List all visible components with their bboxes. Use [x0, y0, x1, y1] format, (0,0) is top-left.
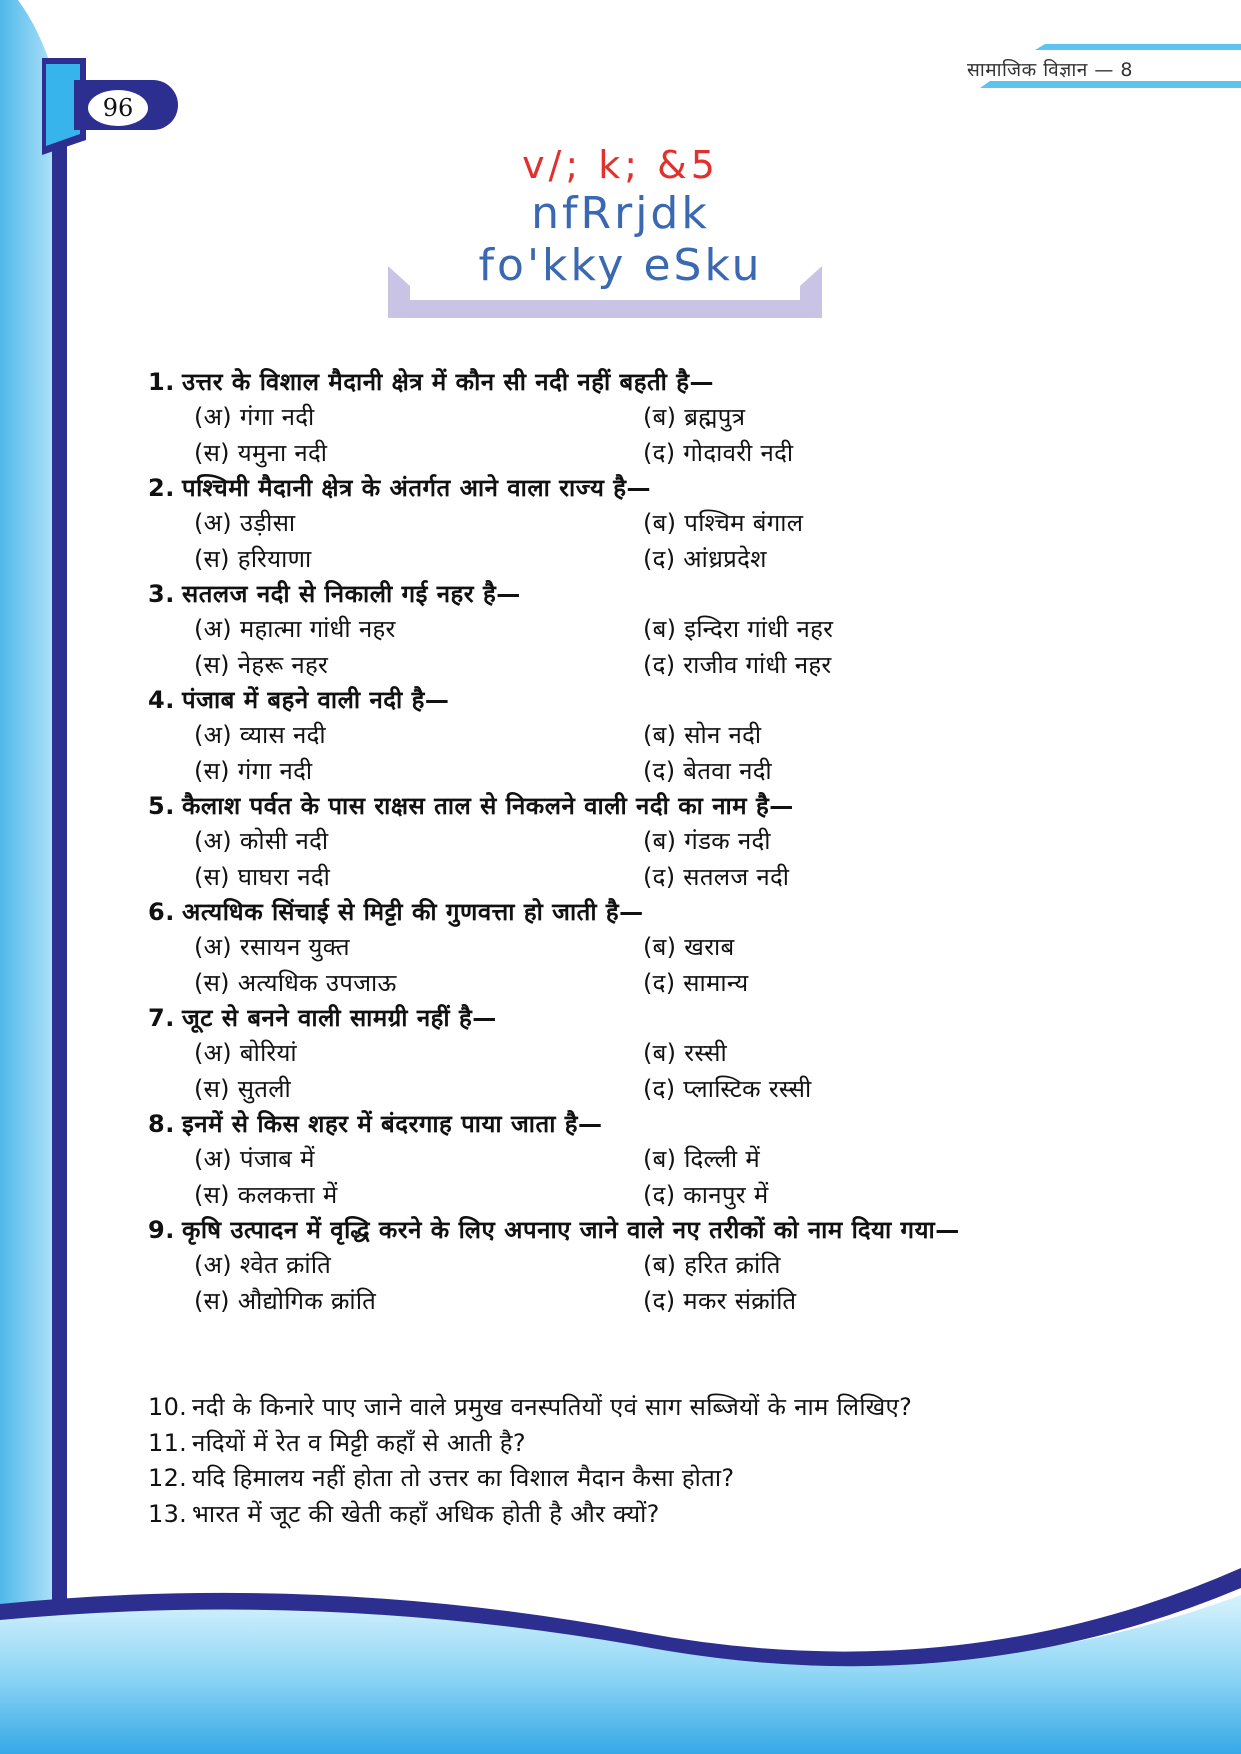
options — [148, 718, 1088, 789]
chapter-title-line-2: fo'kky eSku — [478, 240, 763, 291]
question-item — [148, 1107, 1088, 1213]
option: (ब) खराब — [643, 933, 735, 961]
question-number: 8. — [148, 1110, 175, 1138]
question-body: उत्तर के विशाल मैदानी क्षेत्र में कौन सी नदी नहीं बहती है— — [182, 368, 714, 396]
options — [148, 506, 1088, 577]
question-number: 3. — [148, 580, 175, 608]
short-question — [148, 1497, 1088, 1533]
question-item — [148, 577, 1088, 683]
options — [148, 930, 1088, 1001]
question-text — [148, 471, 1088, 506]
question-body: जूट से बनने वाली सामग्री नहीं है— — [182, 1004, 497, 1032]
short-question-text: यदि हिमालय नहीं होता तो उत्तर का विशाल मैदान कैसा होता? — [192, 1464, 735, 1492]
question-body: इनमें से किस शहर में बंदरगाह पाया जाता है— — [182, 1110, 603, 1138]
question-text — [148, 1107, 1088, 1142]
question-number: 2. — [148, 474, 175, 502]
short-question — [148, 1390, 1088, 1426]
option: (स) नेहरू नहर — [194, 650, 329, 679]
option: (ब) इन्दिरा गांधी नहर — [643, 615, 834, 643]
option: (स) कलकत्ता में — [194, 1180, 338, 1209]
option: (अ) पंजाब में — [194, 1145, 315, 1173]
question-number: 6. — [148, 898, 175, 926]
short-question-number: 12. — [148, 1464, 188, 1492]
option: (अ) कोसी नदी — [194, 827, 329, 855]
question-text — [148, 365, 1088, 400]
left-bar — [52, 58, 67, 1648]
short-question-number: 11. — [148, 1428, 188, 1457]
question-text — [148, 1213, 1088, 1248]
option: (ब) रस्सी — [643, 1039, 727, 1067]
options — [148, 824, 1088, 895]
option: (ब) हरित क्रांति — [643, 1251, 781, 1279]
question-text — [148, 1001, 1088, 1036]
option: (स) सुतली — [194, 1074, 292, 1103]
page-number: 96 — [88, 90, 148, 126]
question-number: 1. — [148, 368, 175, 396]
question-body: पश्चिमी मैदानी क्षेत्र के अंतर्गत आने वाला राज्य है— — [182, 474, 651, 502]
question-body: अत्यधिक सिंचाई से मिट्टी की गुणवत्ता हो जाती है— — [182, 898, 644, 926]
question-body: कृषि उत्पादन में वृद्धि करने के लिए अपनाए जाने वाले नए तरीकों को नाम दिया गया— — [182, 1216, 960, 1244]
question-item — [148, 895, 1088, 1001]
subject-header: सामाजिक विज्ञान — 8 — [967, 59, 1133, 81]
option: (द) प्लास्टिक रस्सी — [643, 1074, 812, 1103]
option: (द) सतलज नदी — [643, 862, 790, 891]
option: (द) मकर संक्रांति — [643, 1286, 797, 1315]
option: (स) यमुना नदी — [194, 438, 328, 467]
short-question-text: नदियों में रेत व मिट्टी कहाँ से आती है? — [192, 1428, 526, 1457]
short-question-number: 13. — [148, 1499, 188, 1528]
header-stripe-top — [1035, 44, 1241, 50]
option: (ब) दिल्ली में — [643, 1145, 761, 1173]
option: (अ) गंगा नदी — [194, 403, 315, 431]
short-question-text: भारत में जूट की खेती कहाँ अधिक होती है और क्यों? — [192, 1499, 660, 1528]
option: (द) राजीव गांधी नहर — [643, 650, 832, 679]
header-stripe-bottom — [980, 81, 1241, 88]
question-item — [148, 471, 1088, 577]
option: (अ) महात्मा गांधी नहर — [194, 615, 396, 643]
options — [148, 612, 1088, 683]
option: (स) औद्योगिक क्रांति — [194, 1286, 377, 1315]
option: (ब) सोन नदी — [643, 721, 762, 749]
option: (द) गोदावरी नदी — [643, 438, 794, 467]
question-body: सतलज नदी से निकाली गई नहर है— — [182, 580, 521, 608]
question-text — [148, 577, 1088, 612]
option: (स) अत्यधिक उपजाऊ — [194, 968, 397, 997]
options — [148, 1142, 1088, 1213]
short-question — [148, 1426, 1088, 1462]
option: (अ) श्वेत क्रांति — [194, 1251, 332, 1279]
question-text — [148, 895, 1088, 930]
options — [148, 1036, 1088, 1107]
question-body: कैलाश पर्वत के पास राक्षस ताल से निकलने वाली नदी का नाम है— — [182, 792, 794, 820]
option: (अ) रसायन युक्त — [194, 933, 350, 961]
question-text — [148, 789, 1088, 824]
mcq-section — [148, 365, 1088, 1319]
option: (ब) पश्चिम बंगाल — [643, 509, 804, 537]
question-item — [148, 1213, 1088, 1319]
option: (ब) गंडक नदी — [643, 827, 771, 855]
option: (द) कानपुर में — [643, 1180, 769, 1209]
short-questions-section — [148, 1390, 1088, 1532]
question-item — [148, 365, 1088, 471]
question-item — [148, 683, 1088, 789]
option: (स) घाघरा नदी — [194, 862, 331, 891]
option: (द) सामान्य — [643, 968, 749, 997]
option: (स) हरियाणा — [194, 544, 312, 573]
chapter-title-line-1: nfRrjdk — [531, 188, 710, 239]
question-item — [148, 1001, 1088, 1107]
option: (अ) बोरियां — [194, 1039, 297, 1067]
options — [148, 400, 1088, 471]
question-number: 4. — [148, 686, 175, 714]
question-body: पंजाब में बहने वाली नदी है— — [182, 686, 450, 714]
option: (अ) उड़ीसा — [194, 509, 296, 537]
question-number: 7. — [148, 1004, 175, 1032]
option: (द) आंध्रप्रदेश — [643, 544, 767, 573]
question-text — [148, 683, 1088, 718]
option: (अ) व्यास नदी — [194, 721, 326, 749]
option: (ब) ब्रह्मपुत्र — [643, 403, 746, 431]
option: (स) गंगा नदी — [194, 756, 313, 785]
short-question — [148, 1461, 1088, 1497]
options — [148, 1248, 1088, 1319]
short-question-number: 10. — [148, 1393, 188, 1421]
question-number: 5. — [148, 792, 175, 820]
chapter-label: v/; k; &5 — [522, 143, 719, 187]
short-question-text: नदी के किनारे पाए जाने वाले प्रमुख वनस्पतियों एवं साग सब्जियों के नाम लिखिए? — [192, 1393, 913, 1421]
question-item — [148, 789, 1088, 895]
bottom-wave — [0, 1595, 1241, 1754]
question-number: 9. — [148, 1216, 175, 1244]
option: (द) बेतवा नदी — [643, 756, 772, 785]
